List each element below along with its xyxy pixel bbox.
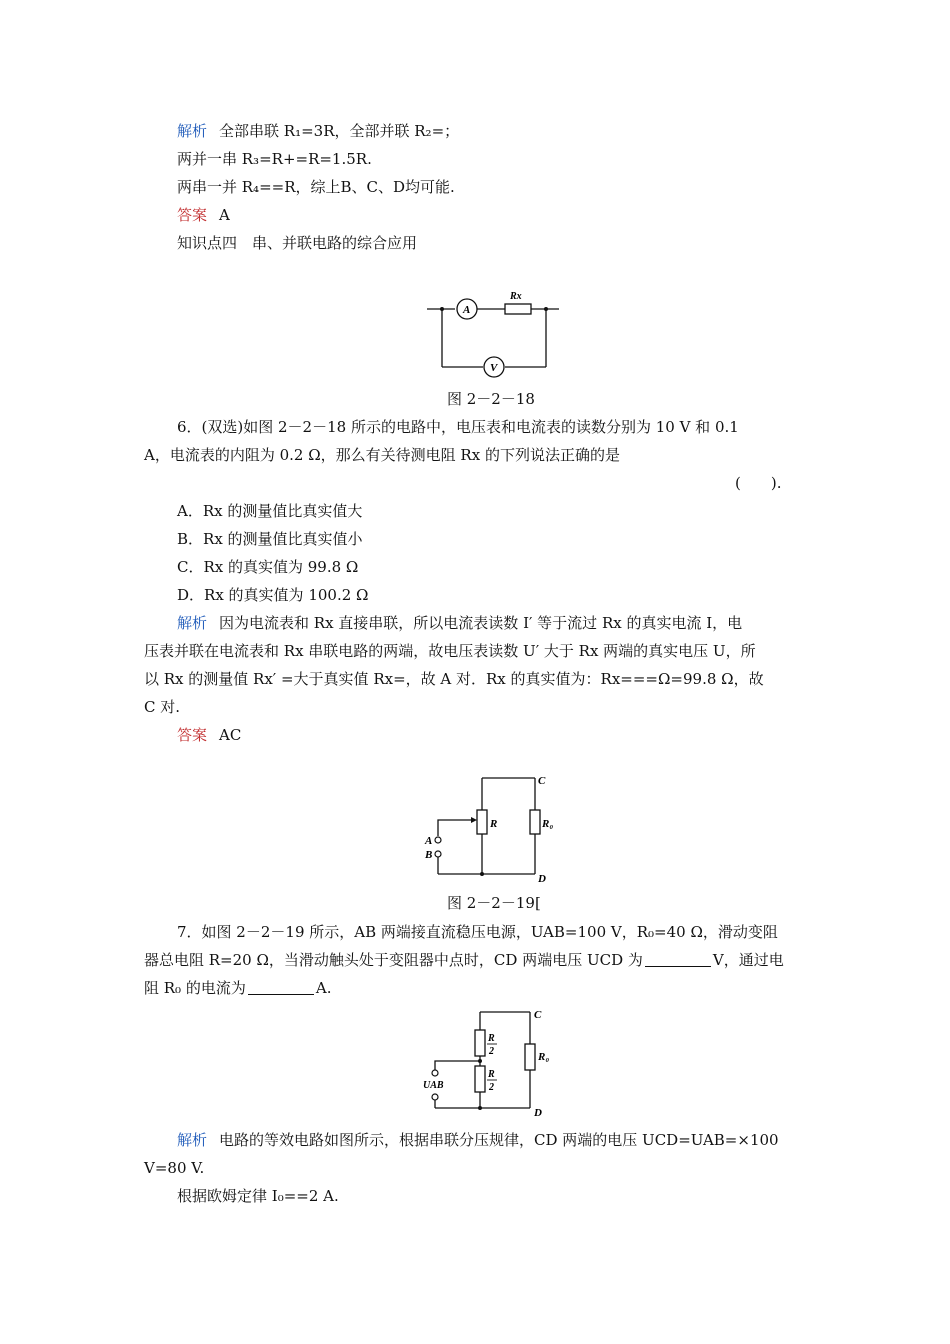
label-r-half-bottom-num: R xyxy=(488,1069,495,1080)
analysis-line-2: 两并一串 R₃=R+=R=1.5R. xyxy=(177,150,372,168)
solution-7-line-1 xyxy=(177,1130,779,1150)
solution-6-line-2: 压表并联在电流表和 Rx 串联电路的两端，故电压表读数 U′ 大于 Rx 两端的真实电压 U，所 xyxy=(144,642,756,660)
label-c: C xyxy=(534,1009,542,1021)
solution-6-line-3: 以 Rx 的测量值 Rx′ =大于真实值 Rx=，故 A 对．Rx 的真实值为：Rx===Ω=99.8 Ω，故 xyxy=(144,670,764,688)
label-d: D xyxy=(538,873,546,885)
answer-line-6 xyxy=(177,725,241,745)
solution-text: 电路的等效电路如图所示，根据串联分压规律，CD 两端的电压 UCD=UAB=×100 xyxy=(219,1131,779,1149)
solution-text: 因为电流表和 Rx 直接串联，所以电流表读数 I′ 等于流过 Rx 的真实电流 I，电 xyxy=(219,614,743,632)
answer-paren: ( ). xyxy=(735,474,782,492)
voltmeter-label: V xyxy=(490,362,498,374)
section-heading: 知识点四 串、并联电路的综合应用 xyxy=(177,234,418,252)
figure-caption-2-2-18: 图 2－2－18 xyxy=(447,390,535,408)
solution-7-line-3: 根据欧姆定律 I₀==2 A. xyxy=(177,1187,339,1205)
question-7-line-2 xyxy=(144,950,784,970)
resistor-label: Rx xyxy=(510,291,522,302)
answer-value: AC xyxy=(219,726,242,744)
label-uab: UAB xyxy=(423,1080,444,1091)
label-r-half-bottom-den: 2 xyxy=(489,1082,494,1093)
label-r-half-top-num: R xyxy=(488,1033,495,1044)
question-7-text: V，通过电 xyxy=(712,951,784,969)
figure-caption-2-2-19: 图 2－2－19[ xyxy=(447,894,541,912)
question-7-text: 器总电阻 R=20 Ω，当滑动触头处于变阻器中点时，CD 两端电压 UCD 为 xyxy=(144,951,643,969)
answer-label: 答案 xyxy=(177,206,208,224)
solution-7-line-2: V=80 V. xyxy=(144,1159,205,1177)
label-b: B xyxy=(425,849,433,861)
question-6-line-2: A，电流表的内阻为 0.2 Ω，那么有关待测电阻 Rx 的下列说法正确的是 xyxy=(144,446,620,464)
question-7-text: A. xyxy=(315,979,332,997)
circuit-figure-2-2-19 xyxy=(420,770,570,885)
circuit-figure-2-2-18 xyxy=(425,285,565,380)
analysis-label: 解析 xyxy=(177,614,208,632)
answer-label: 答案 xyxy=(177,726,208,744)
label-r: R xyxy=(490,818,498,830)
label-r-half-top-den: 2 xyxy=(489,1046,494,1057)
label-d: D xyxy=(534,1107,542,1119)
question-7-text: 阻 R₀ 的电流为 xyxy=(144,979,246,997)
analysis-line-3: 两串一并 R₄==R，综上B、C、D均可能. xyxy=(177,178,455,196)
option-d: D．Rx 的真实值为 100.2 Ω xyxy=(177,586,369,604)
analysis-label: 解析 xyxy=(177,1131,208,1149)
answer-blank-current[interactable] xyxy=(248,980,314,995)
question-7-line-3 xyxy=(144,978,331,998)
solution-6-line-4: C 对. xyxy=(144,698,181,716)
question-6-line-1: 6．(双选)如图 2－2－18 所示的电路中，电压表和电流表的读数分别为 10 V 和 0.1 xyxy=(177,418,739,436)
solution-6-line-1 xyxy=(177,613,742,633)
label-a: A xyxy=(425,835,433,847)
analysis-line-1 xyxy=(177,121,459,141)
question-7-line-1: 7．如图 2－2－19 所示，AB 两端接直流稳压电源，UAB=100 V，R₀=40 Ω，滑动变阻 xyxy=(177,923,778,941)
analysis-text: 全部串联 R₁=3R，全部并联 R₂=； xyxy=(219,122,460,140)
analysis-label: 解析 xyxy=(177,122,208,140)
answer-value: A xyxy=(219,206,230,224)
answer-blank-ucd[interactable] xyxy=(645,952,711,967)
option-a: A．Rx 的测量值比真实值大 xyxy=(177,502,363,520)
equivalent-circuit-figure xyxy=(420,1004,570,1120)
ammeter-label: A xyxy=(463,304,471,316)
option-c: C．Rx 的真实值为 99.8 Ω xyxy=(177,558,359,576)
answer-line xyxy=(177,205,230,225)
label-c: C xyxy=(538,775,546,787)
option-b: B．Rx 的测量值比真实值小 xyxy=(177,530,363,548)
label-r0: R₀ xyxy=(542,818,554,830)
label-r0: R₀ xyxy=(538,1051,550,1063)
